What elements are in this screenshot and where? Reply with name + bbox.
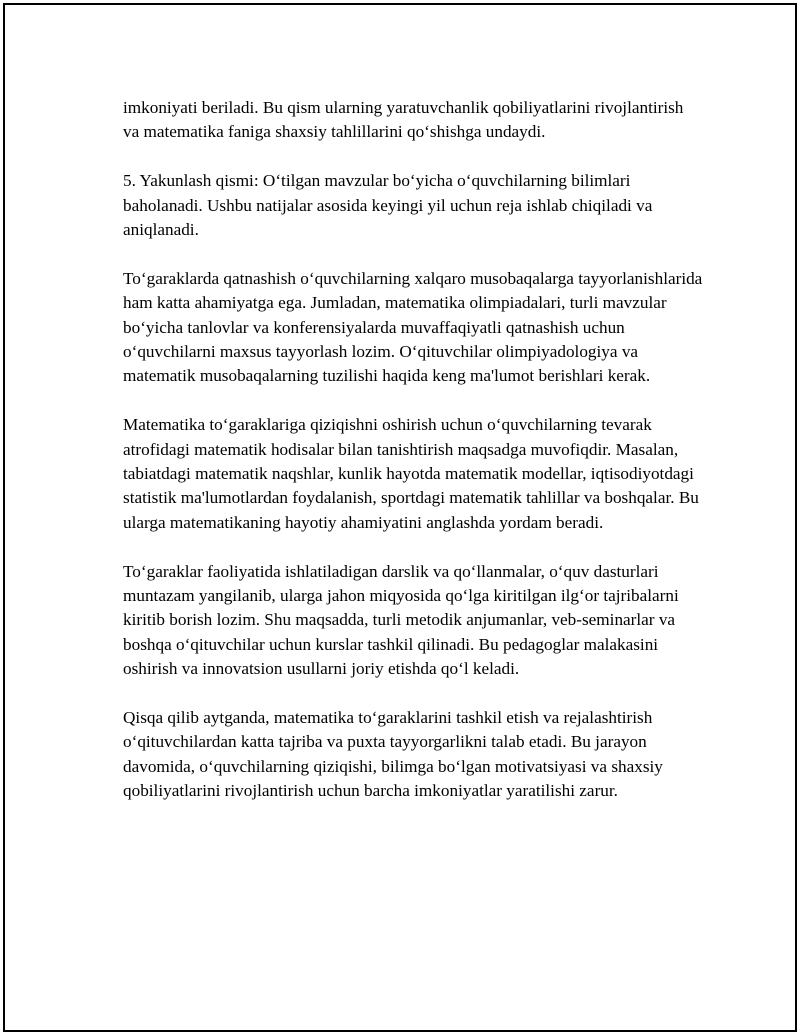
paragraph-3: To‘garaklarda qatnashish o‘quvchilarning xalqaro musobaqalarga tayyorlanishlarida ham katta ahamiyatga ega. Jumladan, matematika olimpiadalari, turli mavzular bo‘yicha tanlovlar va konferensiyalarda muvaffaqiyatli qatnashish uchun o‘quvchilarni maxsus tayyorlash lozim. O‘qituvchilar olimpiyadologiya va matematik musobaqalarning tuzilishi haqida keng ma'lumot berishlari kerak. [123,268,703,386]
paragraph-2: 5. Yakunlash qismi: O‘tilgan mavzular bo‘yicha o‘quvchilarning bilimlari baholanadi. Ushbu natijalar asosida keyingi yil uchun reja ishlab chiqiladi va aniqlanadi. [123,171,653,240]
paragraph-1: imkoniyati beriladi. Bu qism ularning yaratuvchanlik qobiliyatlarini rivojlantirish va matematika faniga shaxsiy tahlillarini qo‘shishga undaydi. [123,98,684,142]
paragraph-4: Matematika to‘garaklariga qiziqishni oshirish uchun o‘quvchilarning tevarak atrofidagi matematik hodisalar bilan tanishtirish maqsadga muvofiqdir. Masalan, tabiatdagi matematik naqshlar, kunlik hayotda matematik modellar, iqtisodiyotdagi statistik ma'lumotlardan foydalanish, sportdagi matematik tahlillar va boshqalar. Bu ularga matematikaning hayotiy ahamiyatini anglashda yordam beradi. [123,415,699,532]
paragraph-5: To‘garaklar faoliyatida ishlatiladigan darslik va qo‘llanmalar, o‘quv dasturlari muntazam yangilanib, ularga jahon miqyosida qo‘lga kiritilgan ilg‘or tajribalarni kiritib borish lozim. Shu maqsadda, turli metodik anjumanlar, veb-seminarlar va boshqa o‘qituvchilar uchun kurslar tashkil qilinadi. Bu pedagoglar malakasini oshirish va innovatsion usullarni joriy etishda qo‘l keladi. [123,561,679,679]
page-frame [3,3,797,1032]
document-body [123,96,703,804]
paragraph-6: Qisqa qilib aytganda, matematika to‘garaklarini tashkil etish va rejalashtirish o‘qituvchilardan katta tajriba va puxta tayyorgarlikni talab etadi. Bu jarayon davomida, o‘quvchilarning qiziqishi, bilimga bo‘lgan motivatsiyasi va shaxsiy qobiliyatlarini rivojlantirish uchun barcha imkoniyatlar yaratilishi zarur. [123,708,663,801]
